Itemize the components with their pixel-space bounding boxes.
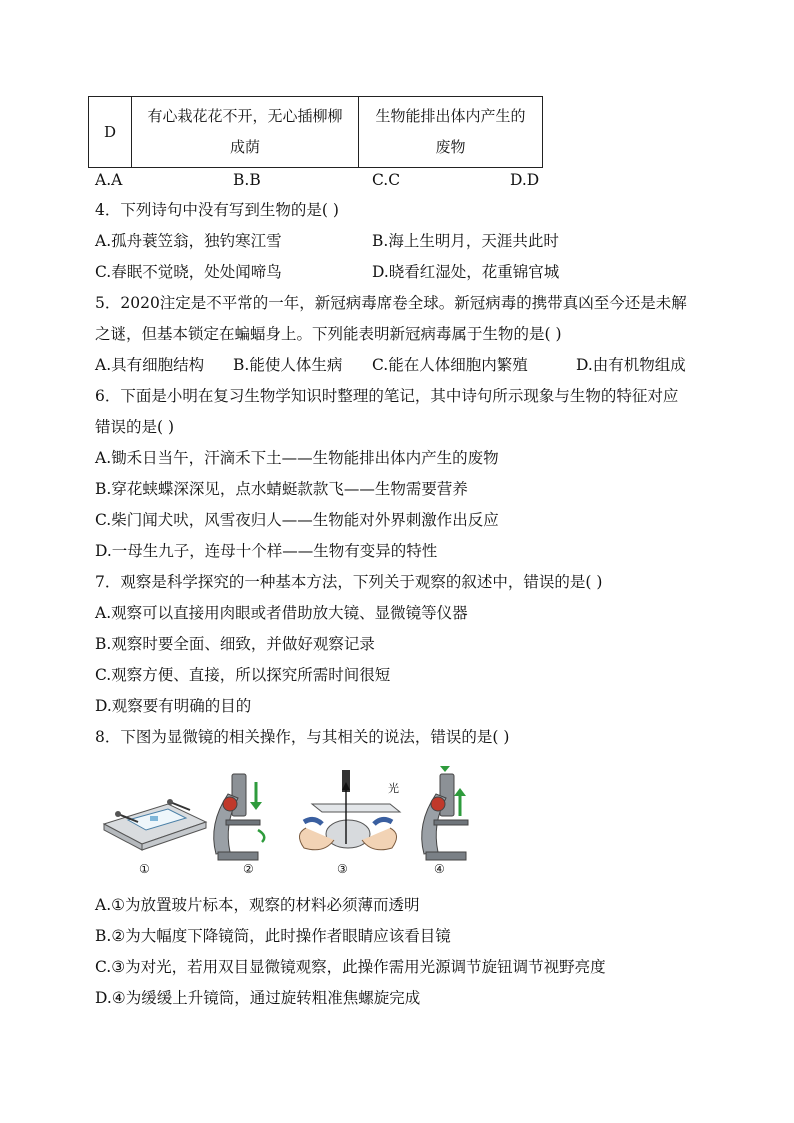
- table-poem-line2: 成荫: [229, 138, 260, 156]
- figure-label-3: ③: [337, 862, 348, 876]
- microscope-raising-illustration: [422, 766, 468, 860]
- q6-option-d: D.一母生九子，连母十个样——生物有变异的特性: [95, 542, 438, 560]
- q8-option-c: C.③为对光，若用双目显微镜观察，此操作需用光源调节旋钮调节视野亮度: [95, 958, 606, 976]
- q7-option-b: B.观察时要全面、细致，并做好观察记录: [95, 635, 375, 653]
- q6-stem-line2: 错误的是( ): [95, 418, 175, 436]
- q3-option-d: D.D: [510, 171, 540, 189]
- q5-option-c: C.能在人体细胞内繁殖: [372, 356, 528, 374]
- q8-option-d: D.④为缓缓上升镜筒，通过旋转粗准焦螺旋完成: [95, 989, 421, 1007]
- light-adjust-illustration: [299, 770, 400, 850]
- table-feature-cell: [359, 97, 543, 168]
- q3-option-b: B.B: [233, 171, 261, 189]
- q4-stem: 4．下列诗句中没有写到生物的是( ): [95, 201, 339, 219]
- q5-option-b: B.能使人体生病: [233, 356, 343, 374]
- table-poem-cell: [132, 97, 359, 168]
- q6-option-c: C.柴门闻犬吠，风雪夜归人——生物能对外界刺激作出反应: [95, 511, 499, 529]
- q4-option-d: D.晓看红湿处，花重锦官城: [372, 263, 560, 281]
- option-table: [88, 96, 543, 168]
- table-row: [89, 97, 543, 168]
- q8-stem: 8．下图为显微镜的相关操作，与其相关的说法，错误的是( ): [95, 728, 510, 746]
- table-feature-line2: 废物: [435, 138, 466, 156]
- q5-stem-line1: 5．2020注定是不平常的一年，新冠病毒席卷全球。新冠病毒的携带真凶至今还是未解: [95, 294, 687, 312]
- q7-stem: 7．观察是科学探究的一种基本方法，下列关于观察的叙述中，错误的是( ): [95, 573, 603, 591]
- q4-option-b: B.海上生明月，天涯共此时: [372, 232, 559, 250]
- figure-label-2: ②: [243, 862, 254, 876]
- q5-stem-line2: 之谜，但基本锁定在蝙蝠身上。下列能表明新冠病毒属于生物的是( ): [95, 325, 562, 343]
- q8-option-b: B.②为大幅度下降镜筒，此时操作者眼睛应该看目镜: [95, 927, 451, 945]
- table-poem-line1: 有心栽花花不开，无心插柳柳: [147, 107, 343, 125]
- microscope-operations-figure: [98, 764, 478, 879]
- q7-option-a: A.观察可以直接用肉眼或者借助放大镜、显微镜等仪器: [95, 604, 468, 622]
- q4-option-a: A.孤舟蓑笠翁，独钓寒江雪: [95, 232, 282, 250]
- figure-label-1: ①: [139, 862, 150, 876]
- q5-option-d: D.由有机物组成: [576, 356, 686, 374]
- light-label: 光: [388, 782, 399, 795]
- q6-stem-line1: 6．下面是小明在复习生物学知识时整理的笔记，其中诗句所示现象与生物的特征对应: [95, 387, 679, 405]
- q6-option-a: A.锄禾日当午，汗滴禾下土——生物能排出体内产生的废物: [95, 449, 499, 467]
- table-row-letter: D: [89, 97, 132, 168]
- q7-option-c: C.观察方便、直接，所以探究所需时间很短: [95, 666, 391, 684]
- q4-option-c: C.春眠不觉晓，处处闻啼鸟: [95, 263, 282, 281]
- q7-option-d: D.观察要有明确的目的: [95, 697, 252, 715]
- q5-option-a: A.具有细胞结构: [95, 356, 205, 374]
- q3-option-a: A.A: [95, 171, 123, 189]
- q3-option-c: C.C: [372, 171, 401, 189]
- q8-option-a: A.①为放置玻片标本，观察的材料必须薄而透明: [95, 896, 420, 914]
- table-feature-line1: 生物能排出体内产生的: [375, 107, 526, 125]
- microscope-lowering-illustration: [214, 774, 265, 860]
- stage-slide-illustration: [104, 799, 206, 850]
- figure-label-4: ④: [434, 862, 445, 876]
- q6-option-b: B.穿花蛱蝶深深见，点水蜻蜓款款飞——生物需要营养: [95, 480, 468, 498]
